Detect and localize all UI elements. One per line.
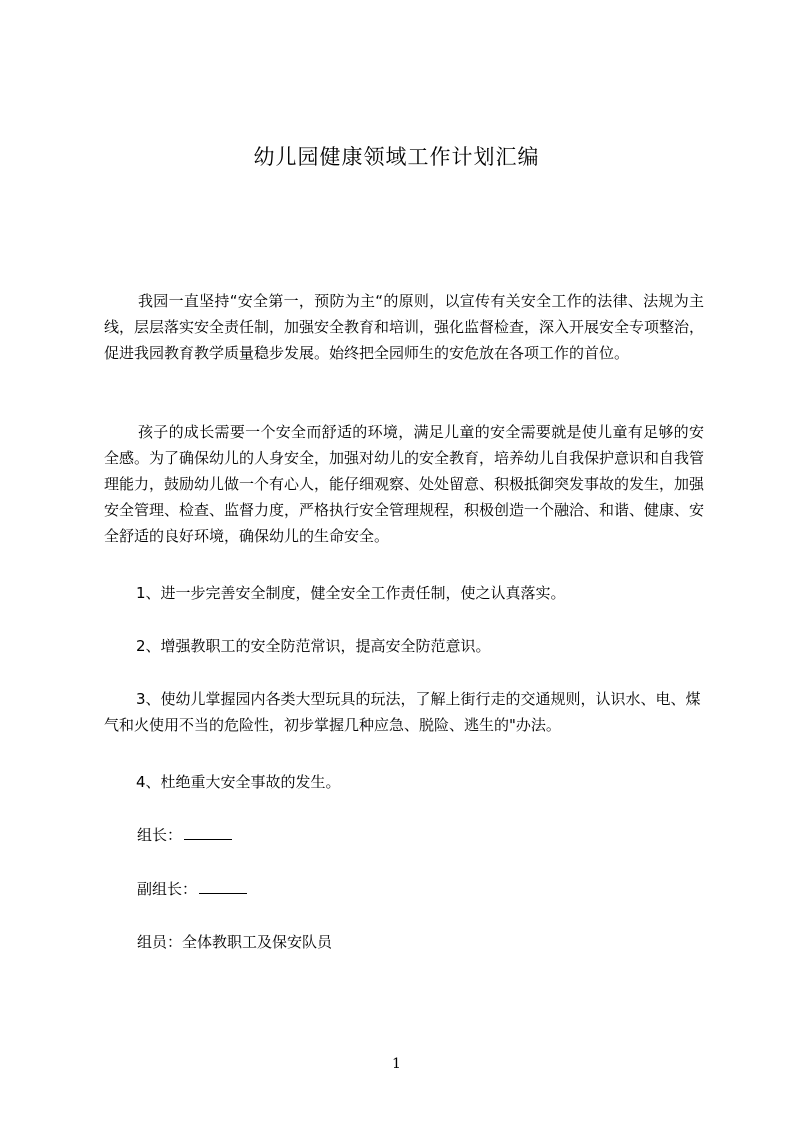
goal-item-4: 4、杜绝重大安全事故的发生。 <box>136 773 341 791</box>
body-paragraph-safety-principle: 我园一直坚持“安全第一，预防为主“的原则，以宣传有关安全工作的法律、法规为主线，层层落实安全责任制，加强安全教育和培训，强化监督检查，深入开展安全专项整治，促进我园教育教学质量稳步发展。始终把全园师生的安危放在各项工作的首位。 <box>104 292 705 362</box>
goal-item-3: 3、使幼儿掌握园内各类大型玩具的玩法，了解上街行走的交通规则，认识水、电、煤气和火使用不当的危险性，初步掌握几种应急、脱险、逃生的"办法。 <box>104 690 701 734</box>
deputy-leader-label: 副组长： <box>137 880 198 898</box>
document-title: 幼儿园健康领域工作计划汇编 <box>253 145 540 169</box>
leader-line <box>137 822 232 848</box>
body-paragraph-safe-environment: 孩子的成长需要一个安全而舒适的环境，满足儿童的安全需要就是使儿童有足够的安全感。为了确保幼儿的人身安全，加强对幼儿的安全教育，培养幼儿自我保护意识和自我管理能力，鼓励幼儿做一个有心人，能仔细观察、处处留意、积极抵御突发事故的发生，加强安全管理、检查、监督力度，严格执行安全管理规程，积极创造一个融洽、和谐、健康、安全舒适的良好环境，确保幼儿的生命安全。 <box>104 423 705 545</box>
leader-label: 组长： <box>137 826 183 844</box>
goal-item-1: 1、进一步完善安全制度，健全安全工作责任制，使之认真落实。 <box>136 584 566 602</box>
members-label: 组员： <box>137 933 183 951</box>
members-line <box>137 929 332 955</box>
goal-item-2: 2、增强教职工的安全防范常识，提高安全防范意识。 <box>136 637 491 655</box>
leader-blank <box>184 824 232 840</box>
members-value: 全体教职工及保安队员 <box>182 933 333 951</box>
deputy-leader-blank <box>199 878 247 894</box>
page-number: 1 <box>392 1056 401 1072</box>
deputy-leader-line <box>137 876 247 902</box>
